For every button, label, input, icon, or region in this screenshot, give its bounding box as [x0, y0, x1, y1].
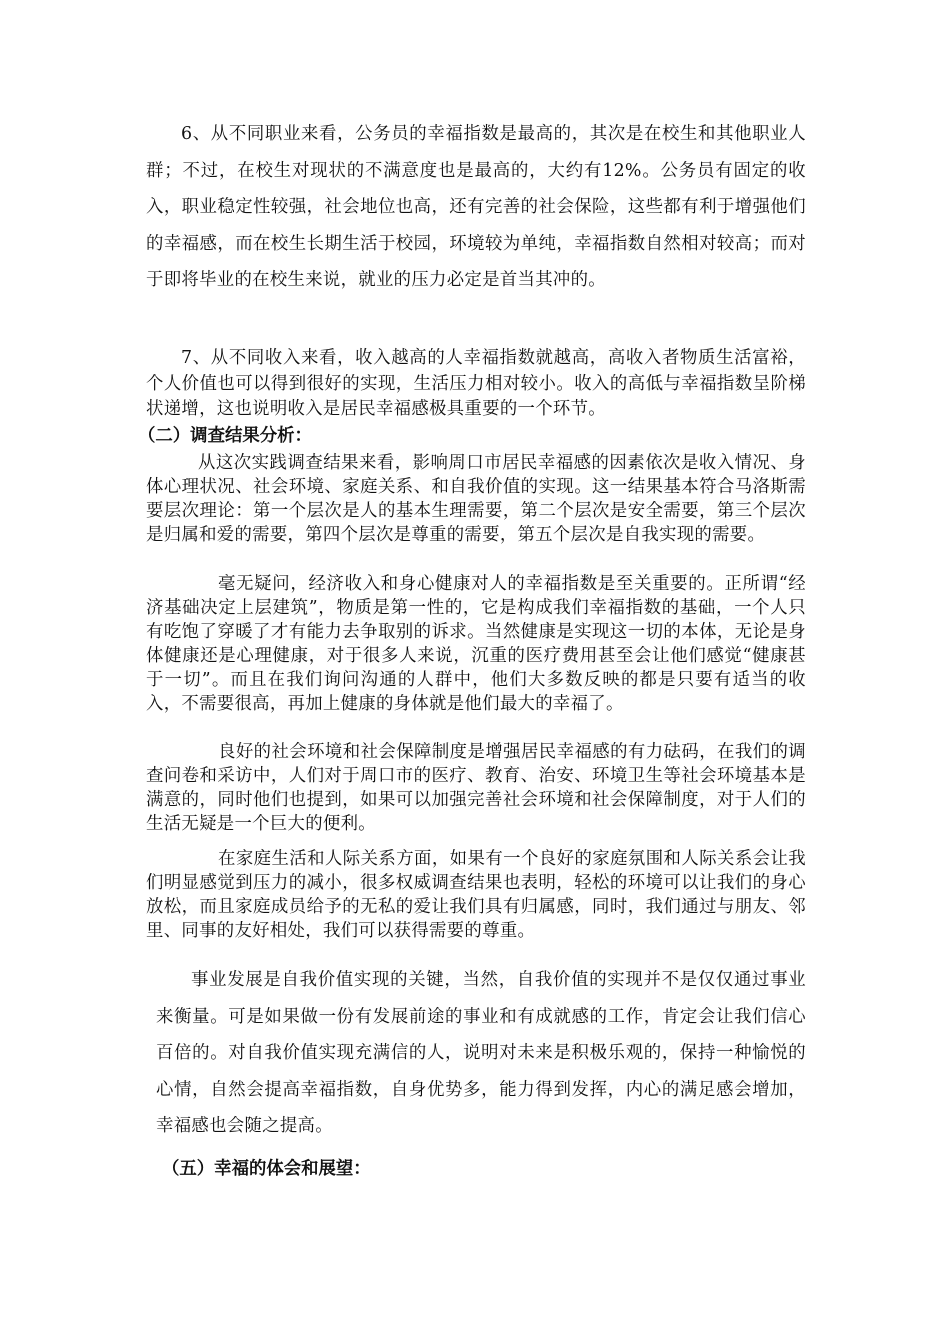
paragraph-survey-results: 从这次实践调查结果来看，影响周口市居民幸福感的因素依次是收入情况、身体心理状况、社会环境、家庭关系、和自我价值的实现。这一结果基本符合马洛斯需要层次理论：第一个层次是人的基本生理需要，第二个层次是安全需要，第三个层次是归属和爱的需要，第四个层次是尊重的需要，第五个层次是自我实现的需要。	[146, 453, 806, 545]
paragraph-income-health: 毫无疑问，经济收入和身心健康对人的幸福指数是至关重要的。正所谓“经济基础决定上层建筑”，物质是第一性的，它是构成我们幸福指数的基础，一个人只有吃饱了穿暖了才有能力去争取别的诉求。当然健康是实现这一切的本体，无论是身体健康还是心理健康，对于很多人来说，沉重的医疗费用甚至会让他们感觉“健康甚于一切”。而且在我们询问沟通的人群中，他们大多数反映的都是只要有适当的收入，不需要很高，再加上健康的身体就是他们最大的幸福了。	[146, 574, 806, 714]
paragraph-social-environment: 良好的社会环境和社会保障制度是增强居民幸福感的有力砝码，在我们的调查问卷和采访中，人们对于周口市的医疗、教育、治安、环境卫生等社会环境基本是满意的，同时他们也提到，如果可以加强完善社会环境和社会保障制度，对于人们的生活无疑是一个巨大的便利。	[146, 742, 806, 834]
paragraph-family-relations: 在家庭生活和人际关系方面，如果有一个良好的家庭氛围和人际关系会让我们明显感觉到压力的减小，很多权威调查结果也表明，轻松的环境可以让我们的身心放松，而且家庭成员给予的无私的爱让我们具有归属感，同时，我们通过与朋友、邻里、同事的友好相处，我们可以获得需要的尊重。	[146, 849, 806, 941]
paragraph-career-development: 事业发展是自我价值实现的关键，当然，自我价值的实现并不是仅仅通过事业来衡量。可是如果做一份有发展前途的事业和有成就感的工作，肯定会让我们信心百倍的。对自我价值实现充满信的人，说明对未来是积极乐观的，保持一种愉悦的心情，自然会提高幸福指数，自身优势多，能力得到发挥，内心的满足感会增加，幸福感也会随之提高。	[156, 970, 806, 1136]
heading-happiness-outlook: （五）幸福的体会和展望：	[162, 1159, 371, 1179]
paragraph-income: 7、从不同收入来看，收入越高的人幸福指数就越高，高收入者物质生活富裕，个人价值也可以得到很好的实现，生活压力相对较小。收入的高低与幸福指数呈阶梯状递增，这也说明收入是居民幸福感极具重要的一个环节。	[146, 348, 806, 419]
heading-survey-analysis: （二）调查结果分析：	[138, 426, 312, 446]
paragraph-occupation: 6、从不同职业来看，公务员的幸福指数是最高的，其次是在校生和其他职业人群；不过，在校生对现状的不满意度也是最高的，大约有12%。公务员有固定的收入，职业稳定性较强，社会地位也高，还有完善的社会保险，这些都有利于增强他们的幸福感，而在校生长期生活于校园，环境较为单纯，幸福指数自然相对较高；而对于即将毕业的在校生来说，就业的压力必定是首当其冲的。	[146, 124, 806, 290]
